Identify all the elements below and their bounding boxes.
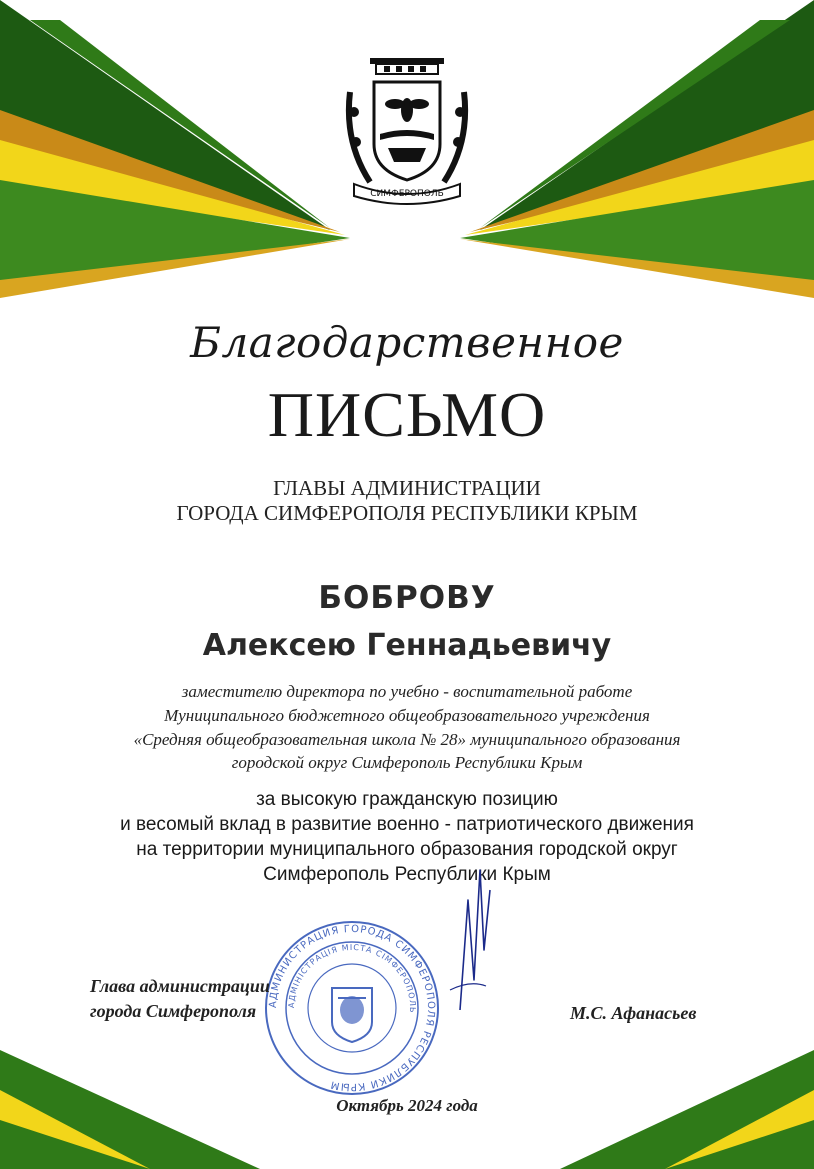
issuer-line-2: ГОРОДА СИМФЕРОПОЛЯ РЕСПУБЛИКИ КРЫМ — [176, 501, 638, 525]
coat-of-arms-emblem — [340, 52, 474, 208]
reason-line-4: Симферополь Республики Крым — [263, 864, 551, 885]
issuer-line-1: ГЛАВЫ АДМИНИСТРАЦИИ — [273, 476, 541, 500]
official-seal — [262, 918, 442, 1098]
position-line-1: заместителю директора по учебно - воспитательной работе — [181, 682, 633, 701]
position-line-2: Муниципального бюджетного общеобразовательного учреждения — [164, 706, 650, 725]
reason-line-2: и весомый вклад в развитие военно - патриотического движения — [120, 814, 694, 835]
recipient-given-name: Алексею Геннадьевичу — [202, 628, 612, 663]
recipient-surname: БОБРОВУ — [318, 580, 496, 616]
seal-inner-text: АДМІНІСТРАЦІЯ МІСТА СІМФЕРОПОЛЬ — [286, 942, 418, 1014]
issue-date: Октябрь 2024 года — [336, 1096, 478, 1115]
signatory-title-line-2: города Симферополя — [90, 1001, 257, 1021]
signatory-name: М.С. Афанасьев — [570, 1003, 697, 1023]
position-line-4: городской округ Симферополь Республики Крым — [231, 753, 583, 772]
title-main: ПИСЬМО — [267, 379, 547, 450]
seal-outer-text: АДМИНИСТРАЦИЯ ГОРОДА СИМФЕРОПОЛЯ РЕСПУБЛИКИ КРЫМ — [267, 923, 437, 1093]
title-script: Благодарственное — [190, 318, 624, 367]
reason-line-1: за высокую гражданскую позицию — [256, 789, 558, 810]
signatory-title-line-1: Глава администрации — [90, 976, 270, 996]
handwritten-signature — [440, 860, 500, 1020]
position-line-3: «Средняя общеобразовательная школа № 28» муниципального образования — [133, 730, 681, 749]
reason-line-3: на территории муниципального образования городской округ — [136, 839, 678, 860]
emblem-city-label: СИМФЕРОПОЛЬ — [370, 189, 444, 199]
